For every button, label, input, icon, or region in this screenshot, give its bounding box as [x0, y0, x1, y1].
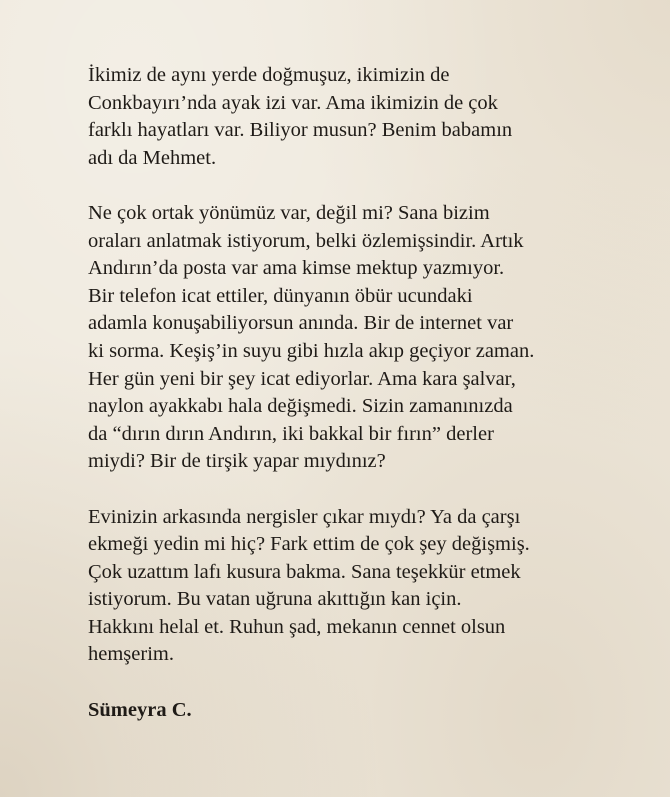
text-line: Hakkını helal et. Ruhun şad, mekanın cennet olsun [88, 615, 506, 638]
text-line: adamla konuşabiliyorsun anında. Bir de internet var [88, 312, 514, 335]
text-line: İkimiz de aynı yerde doğmuşuz, ikimizin de [88, 64, 450, 86]
letter-body [88, 62, 658, 724]
letter-paragraph [88, 62, 658, 172]
text-line: Evinizin arkasında nergisler çıkar mıydı? Ya da çarşı [88, 505, 521, 528]
text-line: Ne çok ortak yönümüz var, değil mi? Sana bizim [88, 201, 490, 224]
text-line: Her gün yeni bir şey icat ediyorlar. Ama kara şalvar, [88, 367, 516, 390]
text-line: da “dırın dırın Andırın, iki bakkal bir fırın” derler [88, 422, 494, 445]
text-line: Çok uzattım lafı kusura bakma. Sana teşekkür etmek [88, 560, 521, 583]
text-line: ki sorma. Keşiş’in suyu gibi hızla akıp geçiyor zaman. [88, 339, 535, 362]
text-line: ekmeği yedin mi hiç? Fark ettim de çok şey değişmiş. [88, 533, 530, 556]
text-line: miydi? Bir de tirşik yapar mıydınız? [88, 450, 386, 473]
text-line: Andırın’da posta var ama kimse mektup yazmıyor. [88, 257, 505, 280]
text-line: farklı hayatları var. Biliyor musun? Benim babamın [88, 119, 513, 142]
text-line: hemşerim. [88, 643, 174, 666]
text-line: istiyorum. Bu vatan uğruna akıttığın kan için. [88, 588, 462, 611]
text-line: adı da Mehmet. [88, 146, 217, 169]
signature: Sümeyra C. [88, 698, 192, 721]
text-line: Conkbayırı’nda ayak izi var. Ama ikimizin de çok [88, 91, 498, 114]
letter-paragraph [88, 200, 658, 476]
text-line: oraları anlatmak istiyorum, belki özlemişsindir. Artık [88, 229, 524, 252]
text-line: naylon ayakkabı hala değişmedi. Sizin zamanınızda [88, 395, 513, 418]
text-line: Bir telefon icat ettiler, dünyanın öbür ucundaki [88, 284, 473, 307]
letter-paragraph [88, 504, 658, 670]
